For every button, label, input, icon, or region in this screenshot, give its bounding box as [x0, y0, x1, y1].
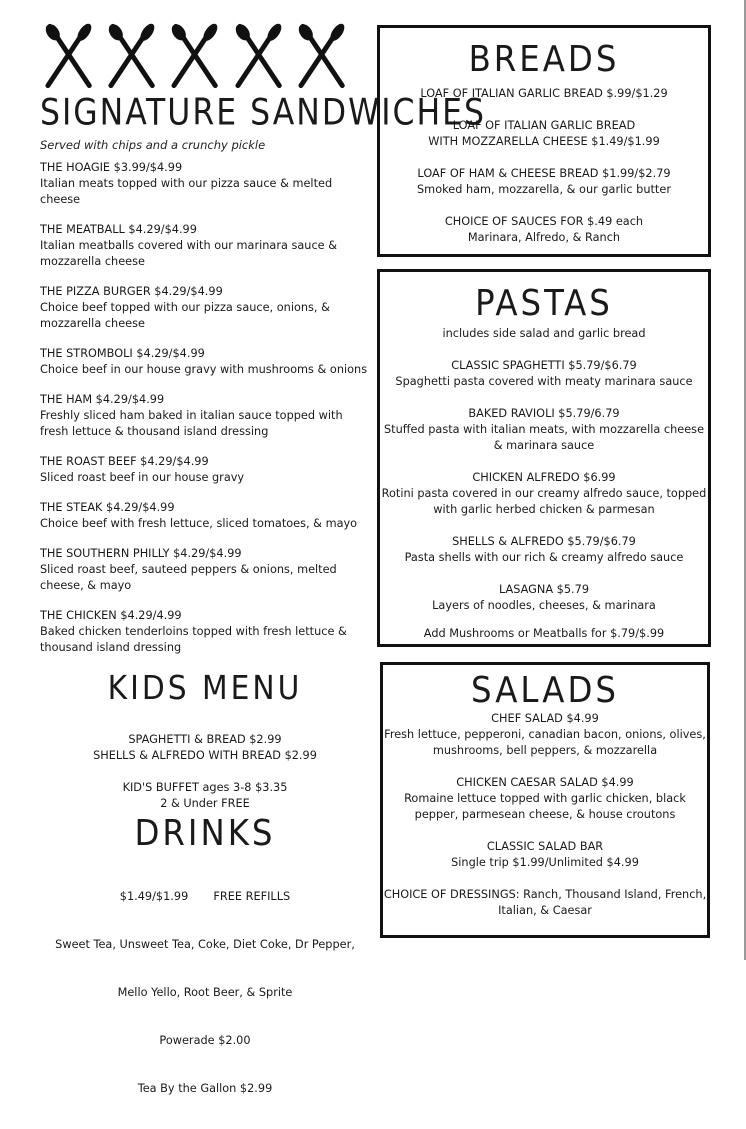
kids-item: SHELLS & ALFREDO WITH BREAD $2.99	[93, 749, 317, 762]
menu-item	[380, 358, 708, 390]
salads-title: SALADS	[471, 670, 619, 711]
item-name: THE STEAK $4.29/$4.99	[40, 501, 175, 514]
menu-item	[380, 470, 708, 518]
menu-item	[40, 160, 370, 208]
item-description: Baked chicken tenderloins topped with fresh lettuce & thousand island dressing	[40, 625, 347, 654]
menu-item	[380, 406, 708, 454]
item-description: Italian meats topped with our pizza sauce & melted cheese	[40, 177, 333, 206]
drinks-price: $1.49/$1.99 FREE REFILLS	[119, 890, 291, 903]
menu-item	[383, 839, 707, 871]
item-description: Rotini pasta covered in our creamy alfredo sauce, topped with garlic herbed chicken & parmesan	[381, 487, 707, 516]
kids-item: SPAGHETTI & BREAD $2.99	[128, 733, 282, 746]
item-name: THE HAM $4.29/$4.99	[40, 393, 165, 406]
item-name: SHELLS & ALFREDO $5.79/$6.79	[452, 535, 636, 548]
menu-item	[380, 86, 708, 102]
menu-item	[40, 454, 370, 486]
add-ons-note	[380, 626, 708, 642]
item-name: THE SOUTHERN PHILLY $4.29/$4.99	[40, 547, 242, 560]
item-name: THE CHICKEN $4.29/4.99	[40, 609, 182, 622]
tea-gallon-price: Tea By the Gallon $2.99	[137, 1082, 273, 1095]
item-name: CHOICE OF DRESSINGS: Ranch, Thousand Island, French,	[383, 888, 707, 901]
item-name: CLASSIC SALAD BAR	[486, 840, 604, 853]
item-name: BAKED RAVIOLI $5.79/6.79	[468, 407, 620, 420]
item-name: CHICKEN CAESAR SALAD $4.99	[456, 776, 634, 789]
item-name: THE STROMBOLI $4.29/$4.99	[40, 347, 205, 360]
pastas-box	[377, 269, 711, 647]
menu-item	[380, 214, 708, 246]
fork-knife-icon	[103, 20, 160, 90]
pastas-subtitle: includes side salad and garlic bread	[442, 327, 646, 340]
item-name: THE HOAGIE $3.99/$4.99	[40, 161, 183, 174]
fork-knife-row	[40, 20, 350, 90]
fork-knife-icon	[166, 20, 223, 90]
item-name: LOAF OF ITALIAN GARLIC BREAD	[452, 119, 636, 132]
item-description: Pasta shells with our rich & creamy alfredo sauce	[404, 551, 684, 564]
item-description: Sliced roast beef, sauteed peppers & onions, melted cheese, & mayo	[40, 563, 337, 592]
sandwiches-subtitle: Served with chips and a crunchy pickle	[40, 138, 266, 152]
fork-knife-icon	[230, 20, 287, 90]
sandwich-list	[40, 160, 370, 656]
item-name: THE MEATBALL $4.29/$4.99	[40, 223, 197, 236]
item-description: Sliced roast beef in our house gravy	[40, 471, 245, 484]
item-description: Spaghetti pasta covered with meaty marinara sauce	[395, 375, 693, 388]
item-description: Stuffed pasta with italian meats, with mozzarella cheese & marinara sauce	[383, 423, 705, 452]
item-description: Single trip $1.99/Unlimited $4.99	[451, 856, 639, 869]
item-description: Choice beef with fresh lettuce, sliced tomatoes, & mayo	[40, 517, 358, 530]
menu-item	[40, 500, 370, 532]
powerade-price: Powerade $2.00	[159, 1034, 251, 1047]
fork-knife-icon	[40, 20, 97, 90]
item-description: Romaine lettuce topped with garlic chicken, black pepper, parmesean cheese, & house croutons	[404, 792, 686, 821]
item-description: Choice beef topped with our pizza sauce, onions, & mozzarella cheese	[40, 301, 330, 330]
item-name: CHEF SALAD $4.99	[491, 712, 599, 725]
drinks-title: DRINKS	[134, 813, 276, 854]
breads-box	[377, 25, 711, 257]
menu-item	[380, 582, 708, 614]
menu-item	[380, 166, 708, 198]
item-description: Layers of noodles, cheeses, & marinara	[432, 599, 656, 612]
salads-box	[380, 662, 710, 938]
menu-item	[40, 546, 370, 594]
item-name: LASAGNA $5.79	[498, 583, 590, 596]
item-name: THE ROAST BEEF $4.29/$4.99	[40, 455, 209, 468]
item-description: WITH MOZZARELLA CHEESE $1.49/$1.99	[428, 135, 660, 148]
drinks-list: Sweet Tea, Unsweet Tea, Coke, Diet Coke, Dr Pepper,	[55, 938, 355, 951]
item-name: CHICKEN ALFREDO $6.99	[472, 471, 616, 484]
menu-item	[40, 346, 370, 378]
menu-item	[40, 392, 370, 440]
item-name: CLASSIC SPAGHETTI $5.79/$6.79	[451, 359, 637, 372]
item-description: Marinara, Alfredo, & Ranch	[467, 231, 621, 244]
kids-note: 2 & Under FREE	[160, 797, 250, 810]
item-description: Choice beef in our house gravy with mushrooms & onions	[40, 363, 368, 376]
menu-item	[40, 284, 370, 332]
item-description: Smoked ham, mozzarella, & our garlic butter	[417, 183, 671, 196]
menu-item	[40, 608, 370, 656]
item-description: Italian meatballs covered with our marinara sauce & mozzarella cheese	[40, 239, 338, 268]
item-name: THE PIZZA BURGER $4.29/$4.99	[40, 285, 223, 298]
signature-sandwiches-title: SIGNATURE SANDWICHES	[40, 92, 487, 134]
fork-knife-icon	[293, 20, 350, 90]
breads-title: BREADS	[468, 39, 620, 80]
item-name: LOAF OF HAM & CHEESE BREAD $1.99/$2.79	[417, 167, 671, 180]
menu-item	[380, 118, 708, 150]
pastas-title: PASTAS	[475, 283, 613, 324]
kids-menu-title: KIDS MENU	[107, 668, 303, 707]
menu-item	[383, 775, 707, 823]
menu-item	[40, 222, 370, 270]
menu-item	[383, 887, 707, 919]
kids-menu-items	[40, 732, 370, 812]
drinks-items	[40, 857, 370, 1129]
item-description: Freshly sliced ham baked in italian sauce topped with fresh lettuce & thousand island dressing	[40, 409, 343, 438]
item-name: CHOICE OF SAUCES FOR $.49 each	[444, 215, 644, 228]
item-description: Italian, & Caesar	[498, 904, 592, 917]
menu-item	[380, 534, 708, 566]
menu-item	[383, 711, 707, 759]
item-name: Add Mushrooms or Meatballs for $.79/$.99	[423, 627, 665, 640]
item-description: Fresh lettuce, pepperoni, canadian bacon, onions, olives, mushrooms, bell peppers, & mozzarella	[384, 728, 706, 757]
drinks-list: Mello Yello, Root Beer, & Sprite	[117, 986, 293, 999]
kids-buffet: KID'S BUFFET ages 3-8 $3.35	[122, 781, 288, 794]
item-name: LOAF OF ITALIAN GARLIC BREAD $.99/$1.29	[420, 87, 668, 100]
